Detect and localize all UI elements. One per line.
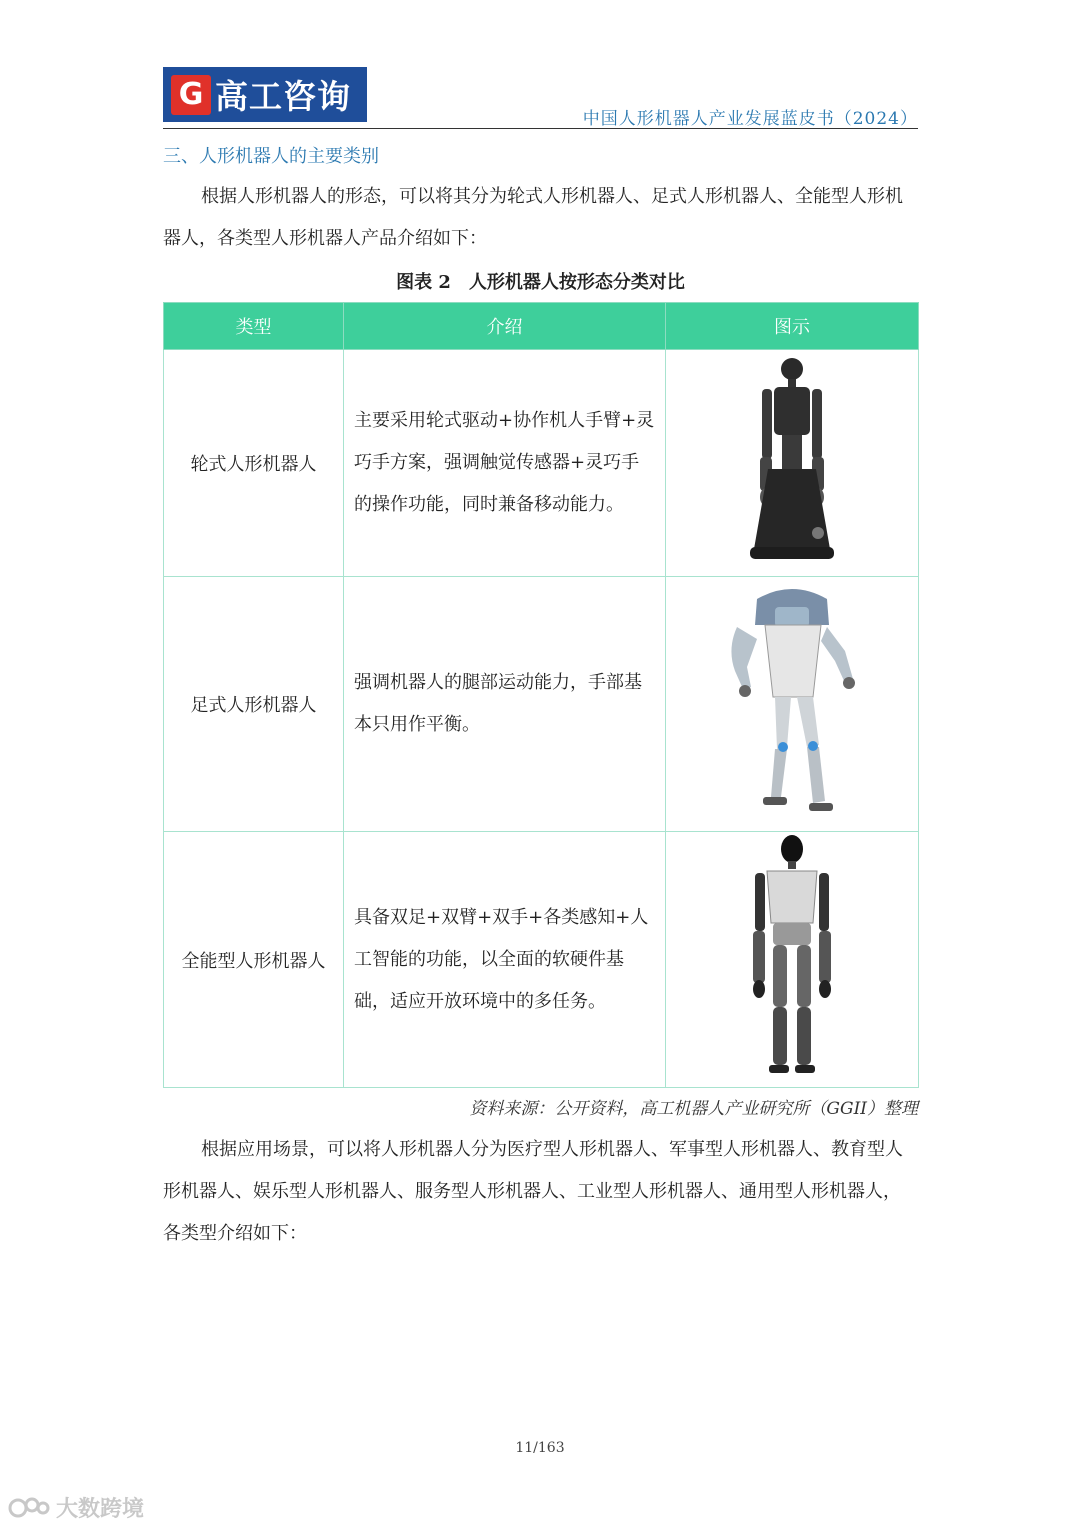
row-desc: 主要采用轮式驱动+协作机人手臂+灵巧手方案，强调触觉传感器+灵巧手的操作功能，同时兼备移动能力。 (344, 350, 666, 577)
row-desc: 具备双足+双臂+双手+各类感知+人工智能的功能，以全面的软硬件基础，适应开放环境中的多任务。 (344, 832, 666, 1088)
figure-caption: 图表 2 人形机器人按形态分类对比 (396, 272, 685, 293)
watermark (8, 1492, 144, 1523)
table-row (164, 577, 919, 832)
table-header-row (164, 303, 919, 350)
logo-g-icon: G (171, 75, 211, 115)
column-header-type: 类型 (164, 303, 344, 350)
legged-robot-image (666, 577, 919, 832)
intro-paragraph: 根据人形机器人的形态，可以将其分为轮式人形机器人、足式人形机器人、全能型人形机器人，各类型人形机器人产品介绍如下： (163, 186, 903, 249)
column-header-intro: 介绍 (344, 303, 666, 350)
page-number: 11/163 (515, 1440, 565, 1456)
report-title: 中国人形机器人产业发展蓝皮书（2024） (582, 109, 918, 129)
logo-text: 高工咨询 (215, 77, 351, 116)
row-type: 全能型人形机器人 (164, 832, 344, 1088)
wheeled-robot-image (666, 350, 919, 577)
general-robot-image (666, 832, 919, 1088)
row-type: 轮式人形机器人 (164, 350, 344, 577)
watermark-logo-icon (8, 1495, 50, 1521)
row-type: 足式人形机器人 (164, 577, 344, 832)
column-header-image: 图示 (666, 303, 919, 350)
watermark-text: 大数跨境 (56, 1497, 145, 1522)
application-paragraph: 根据应用场景，可以将人形机器人分为医疗型人形机器人、军事型人形机器人、教育型人形机器人、娱乐型人形机器人、服务型人形机器人、工业型人形机器人、通用型人形机器人，各类型介绍如下： (163, 1139, 903, 1244)
section-heading: 三、人形机器人的主要类别 (163, 146, 379, 167)
robot-type-table (163, 302, 919, 1088)
company-logo (163, 67, 367, 122)
header-divider (163, 128, 918, 129)
table-row (164, 350, 919, 577)
table-row (164, 832, 919, 1088)
source-note: 资料来源：公开资料，高工机器人产业研究所（GGII）整理 (469, 1099, 918, 1119)
row-desc: 强调机器人的腿部运动能力，手部基本只用作平衡。 (344, 577, 666, 832)
